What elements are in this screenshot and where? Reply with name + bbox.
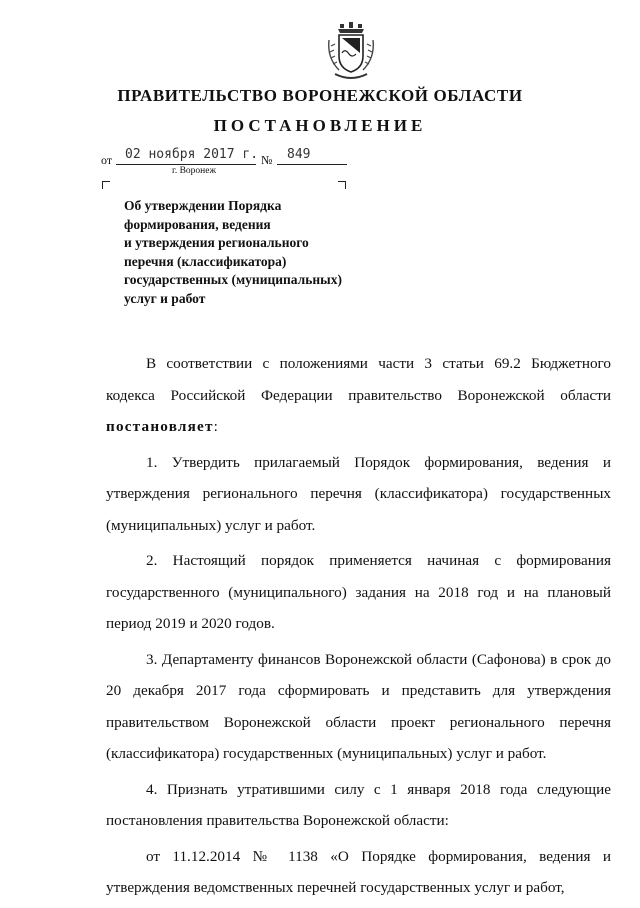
requisites-line: [101, 147, 361, 167]
number-label: №: [261, 153, 273, 167]
preamble-text: В соответствии с положениями части 3 статьи 69.2 Бюджетного кодекса Российской Федерации правительство Воронежской области: [106, 355, 611, 404]
preamble-paragraph: [106, 348, 611, 443]
document-subject: [124, 197, 384, 308]
subject-line: и утверждения регионального: [124, 235, 309, 250]
decree-item-2: 2. Настоящий порядок применяется начиная с формирования государственного (муниципального) задания на 2018 год и на плановый период 2019 и 2020 годов.: [106, 552, 611, 632]
subject-line: услуг и работ: [124, 290, 206, 306]
date-underline: [116, 164, 256, 165]
date-prefix-label: от: [101, 153, 113, 167]
subject-line: формирования, ведения: [124, 216, 271, 232]
decree-word: постановляет: [106, 418, 214, 435]
decree-item-1: 1. Утвердить прилагаемый Порядок формирования, ведения и утверждения регионального перечня (классификатора) государственных (муниципальных) услуг и работ.: [106, 453, 611, 534]
document-body: [106, 348, 611, 908]
subject-line: Об утверждении Порядка: [124, 198, 282, 213]
document-type-title: ПОСТАНОВЛЕНИЕ: [213, 116, 427, 135]
document-number: 849: [287, 147, 311, 162]
number-underline: [277, 164, 347, 165]
coat-of-arms-icon: [325, 22, 377, 84]
document-date: 02 ноября 2017 г.: [125, 147, 259, 162]
subject-line: государственных (муниципальных): [124, 272, 342, 287]
repealed-act-item: от 11.12.2014 № 1138 «О Порядке формирования, ведения и утверждения ведомственных перечней государственных услуг и работ,: [106, 847, 611, 896]
decree-item-3: 3. Департаменту финансов Воронежской области (Сафонова) в срок до 20 декабря 2017 года сформировать и представить для утверждения правительством Воронежской области проект регионального перечня (классификатора) государственных (муниципальных) услуг и работ.: [106, 650, 611, 762]
city-label: г. Воронеж: [172, 166, 217, 176]
subject-corner-right: [338, 181, 346, 189]
subject-corner-left: [102, 181, 110, 189]
subject-line: перечня (классификатора): [124, 253, 287, 269]
government-name: ПРАВИТЕЛЬСТВО ВОРОНЕЖСКОЙ ОБЛАСТИ: [117, 86, 523, 105]
decree-item-4: 4. Признать утратившими силу с 1 января 2018 года следующие постановления правительства Воронежской области:: [106, 780, 611, 829]
decree-colon: :: [213, 418, 218, 435]
